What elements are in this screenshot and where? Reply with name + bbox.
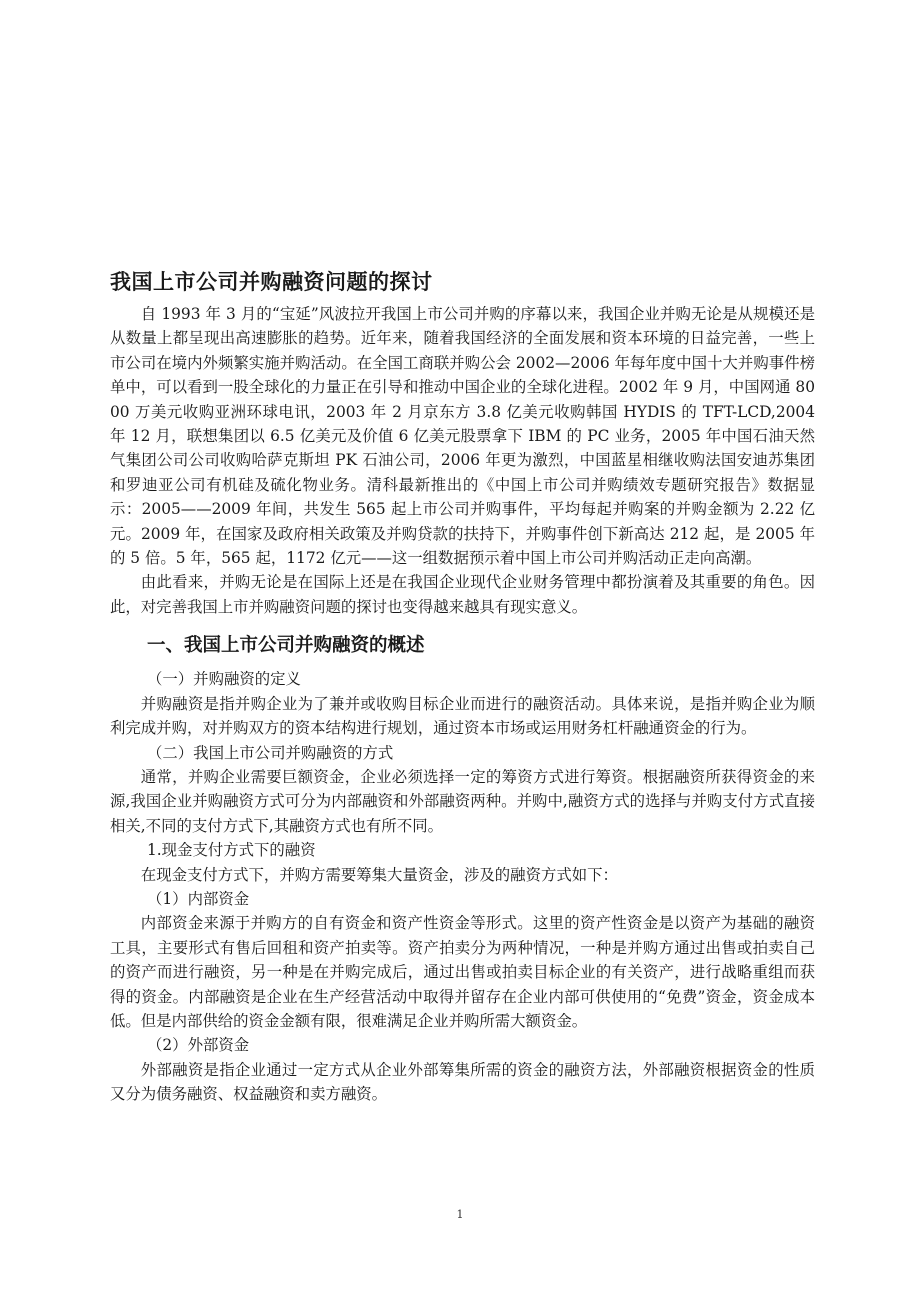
item-1-heading: 1.现金支付方式下的融资 xyxy=(147,841,316,860)
item-1-1-paragraph: 内部资金来源于并购方的自有资金和资产性资金等形式。这里的资产性资金是以资产为基础的融资工具，主要形式有售后回租和资产拍卖等。资产拍卖分为两种情况，一种是并购方通过出售或拍卖自己的资产而进行融资，另一种是在并购完成后，通过出售或拍卖目标企业的有关资产，进行战略重组而获得的资金。内部融资是企业在生产经营活动中取得并留存在企业内部可供使用的“免费”资金，资金成本低。但是内部供给的资金金额有限，很难满足企业并购所需大额资金。 xyxy=(110,914,815,1030)
subsection-2-paragraph: 通常，并购企业需要巨额资金，企业必须选择一定的筹资方式进行筹资。根据融资所获得资金的来源,我国企业并购融资方式可分为内部融资和外部融资两种。并购中,融资方式的选择与并购支付方式直接相关,不同的支付方式下,其融资方式也有所不同。 xyxy=(110,767,815,835)
section-1-heading: 一、我国上市公司并购融资的概述 xyxy=(147,635,425,657)
intro-paragraph-2: 由此看来，并购无论是在国际上还是在我国企业现代企业财务管理中都扮演着及其重要的角色。因此，对完善我国上市并购融资问题的探讨也变得越来越具有现实意义。 xyxy=(110,573,815,616)
subsection-1-paragraph: 并购融资是指并购企业为了兼并或收购目标企业而进行的融资活动。具体来说，是指并购企业为顺利完成并购，对并购双方的资本结构进行规划，通过资本市场或运用财务杠杆融通资金的行为。 xyxy=(110,694,815,738)
item-1-paragraph: 在现金支付方式下，并购方需要筹集大量资金，涉及的融资方式如下： xyxy=(140,865,618,884)
item-1-2-paragraph: 外部融资是指企业通过一定方式从企业外部筹集所需的资金的融资方法，外部融资根据资金的性质又分为债务融资、权益融资和卖方融资。 xyxy=(110,1060,815,1104)
document-title: 我国上市公司并购融资问题的探讨 xyxy=(110,270,433,294)
subsection-1-heading: （一）并购融资的定义 xyxy=(147,670,301,689)
intro-paragraph-1: 自 1993 年 3 月的“宝延”风波拉开我国上市公司并购的序幕以来，我国企业并购无论是从规模还是从数量上都呈现出高速膨胀的趋势。近年来，随着我国经济的全面发展和资本环境的日益完善，一些上市公司在境内外频繁实施并购活动。在全国工商联并购公会 2002—2006 年每年度中国十大并购事件榜单中，可以看到一股全球化的力量正在引导和推动中国企业的全球化进程。2002 年 9 月，中国网通 8000 万美元收购亚洲环球电讯，2003 年 2 月京东方 3.8 亿美元收购韩国 HYDIS 的 TFT-LCD,2004 年 12 月，联想集团以 6.5 亿美元及价值 6 亿美元股票拿下 IBM 的 PC 业务，2005 年中国石油天然气集团公司公司收购哈萨克斯坦 PK 石油公司，2006 年更为激烈，中国蓝星相继收购法国安迪苏集团和罗迪亚公司有机硅及硫化物业务。清科最新推出的《中国上市公司并购绩效专题研究报告》数据显示：2005——2009 年间，共发生 565 起上市公司并购事件，平均每起并购案的并购金额为 2.22 亿元。2009 年，在国家及政府相关政策及并购贷款的扶持下，并购事件创下新高达 212 起，是 2005 年的 5 倍。5 年，565 起，1172 亿元——这一组数据预示着中国上市公司并购活动正走向高潮。 xyxy=(110,305,815,568)
item-1-2-heading: （2）外部资金 xyxy=(147,1036,250,1055)
subsection-2-heading: （二）我国上市公司并购融资的方式 xyxy=(147,743,394,762)
item-1-1-heading: （1）内部资金 xyxy=(147,889,250,908)
document-body xyxy=(110,262,815,1107)
page-number: 1 xyxy=(456,1208,464,1221)
